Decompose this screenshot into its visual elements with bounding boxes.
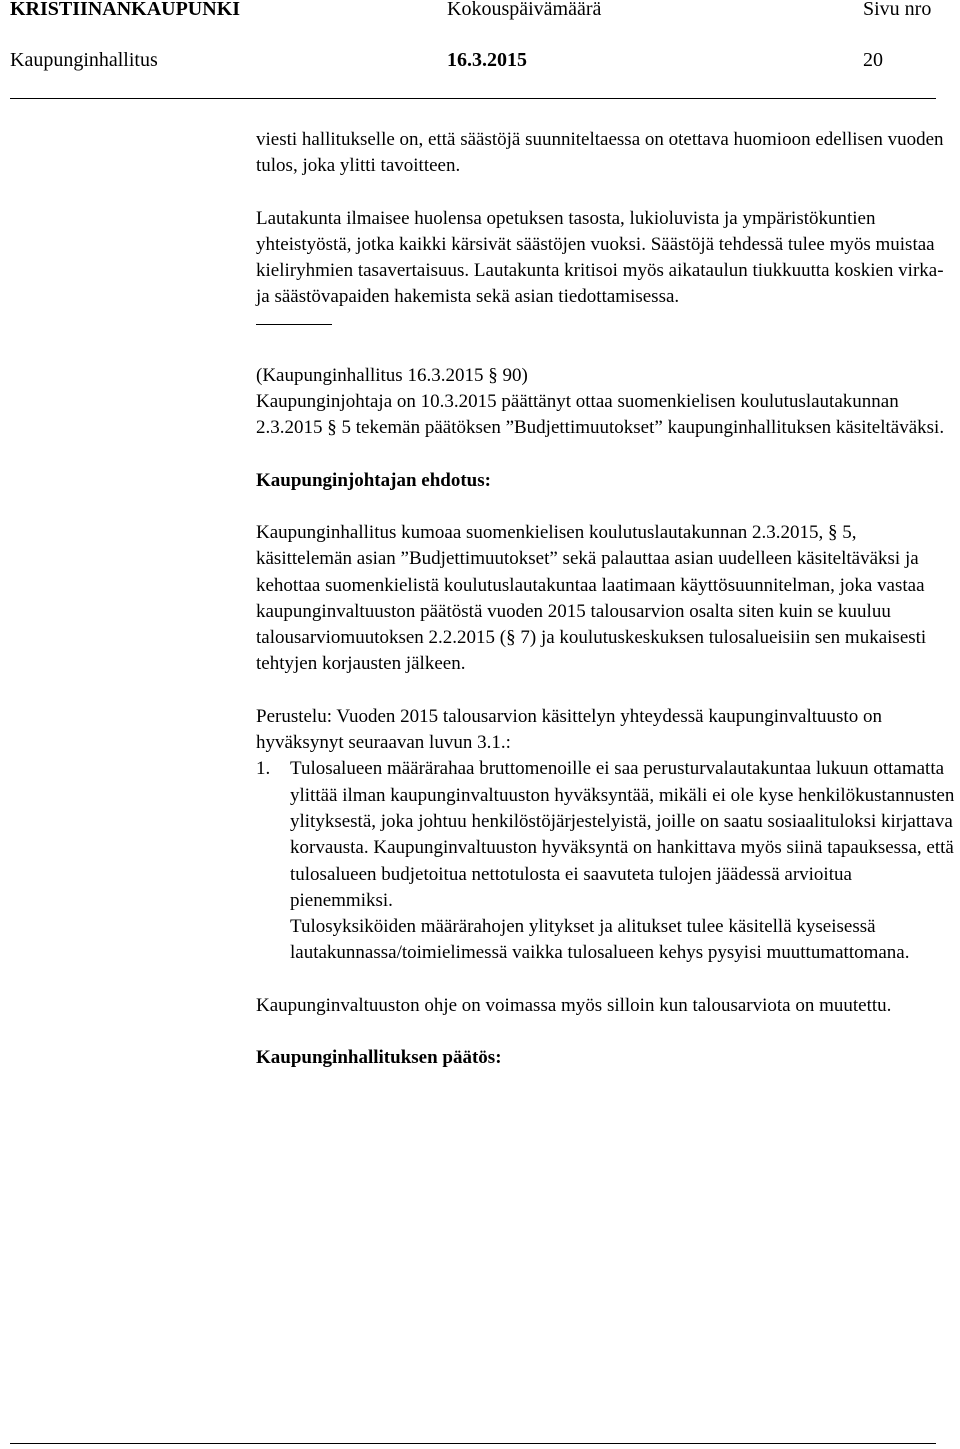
reference-line: (Kaupunginhallitus 16.3.2015 § 90) bbox=[256, 364, 528, 386]
paragraph-previous-year: viesti hallitukselle on, että säästöjä suunniteltaessa on otettava huomioon edellisen vuoden tulos, joka ylitti tavoitteen. bbox=[256, 129, 944, 177]
list-item bbox=[256, 756, 956, 966]
meeting-date: 16.3.2015 bbox=[447, 49, 527, 71]
page-number: 20 bbox=[863, 49, 883, 71]
paragraph-board-concerns: Lautakunta ilmaisee huolensa opetuksen tasosta, lukioluvista ja ympäristökuntien yhteistyöstä, jotka kaikki kärsivät säästöjen vuoksi. Säästöjä tehdessä tulee myös muistaa kieliryhmien tasavertaisuus. Lautakunta kritisoi myös aikataulun tiukkuutta koskien virka- ja säästövapaiden hakemista sekä asian tiedottamisessa. bbox=[256, 207, 944, 308]
paragraph-proposal: Kaupunginhallitus kumoaa suomenkielisen koulutuslautakunnan 2.3.2015, § 5, käsittelemän asian ”Budjettimuutokset” sekä palauttaa asian uudelleen käsiteltäväksi ja kehottaa suomenkielistä koulutuslautakuntaa laatimaan käyttösuunnitelman, joka vastaa kaupunginvaltuuston päätöstä vuoden 2015 talousarvion osalta siten kuin se kuuluu talousarviomuutoksen 2.2.2015 (§ 7) ja koulutuskeskuksen tulosalueisiin sen mukaisesti tehtyjen korjausten jälkeen. bbox=[256, 521, 927, 675]
decision-heading: Kaupunginhallituksen päätös: bbox=[256, 1047, 502, 1069]
proposal-heading: Kaupunginjohtajan ehdotus: bbox=[256, 469, 491, 491]
footer-rule bbox=[10, 1443, 936, 1444]
decision-body: Kaupunginhallitus bbox=[10, 49, 158, 71]
header-rule bbox=[10, 98, 936, 99]
header-top-row bbox=[10, 0, 936, 22]
paragraph-mayor-decision: Kaupunginjohtaja on 10.3.2015 päättänyt ottaa suomenkielisen koulutuslautakunnan 2.3.2015 § 5 tekemän päätöksen ”Budjettimuutokset” kaupunginhallituksen käsiteltäväksi. bbox=[256, 391, 945, 439]
list-item-number: 1. bbox=[256, 758, 271, 780]
separator-line bbox=[256, 324, 332, 325]
header-bottom-row bbox=[10, 47, 936, 73]
section-separator bbox=[256, 311, 956, 337]
paragraph-council-instruction: Kaupunginvaltuuston ohje on voimassa myös silloin kun talousarviota on muutettu. bbox=[256, 994, 892, 1016]
list-item-text: Tulosalueen määrärahaa bruttomenoille ei saa perusturvalautakuntaa lukuun ottamatta ylittää ilman kaupunginvaltuuston hyväksyntää, mikäli ei ole kyse henkilökustannusten ylityksestä, joka johtuu henkilöstöjärjestelyistä, joille on saatu sosiaalituloksi kirjattava korvausta. Kaupunginvaltuuston hyväksyntä on hankittava myös siinä tapauksessa, että tulosalueen budjetoitua nettotulosta ei saavuteta tulojen jäädessä arvioitua pienemmiksi. bbox=[290, 758, 955, 911]
meeting-date-label: Kokouspäivämäärä bbox=[447, 0, 602, 20]
paragraph-justification: Perustelu: Vuoden 2015 talousarvion käsittelyn yhteydessä kaupunginvaltuusto on hyväksynyt seuraavan luvun 3.1.: bbox=[256, 705, 882, 754]
list-item-text-continued: Tulosyksiköiden määrärahojen ylitykset ja alitukset tulee käsitellä kyseisessä lautakunnassa/toimielimessä vaikka tulosalueen kehys pysyisi muuttumattomana. bbox=[290, 916, 910, 964]
document-body bbox=[256, 127, 956, 1071]
page-number-label: Sivu nro bbox=[863, 0, 932, 20]
organization-name: KRISTIINANKAUPUNKI bbox=[10, 0, 241, 20]
